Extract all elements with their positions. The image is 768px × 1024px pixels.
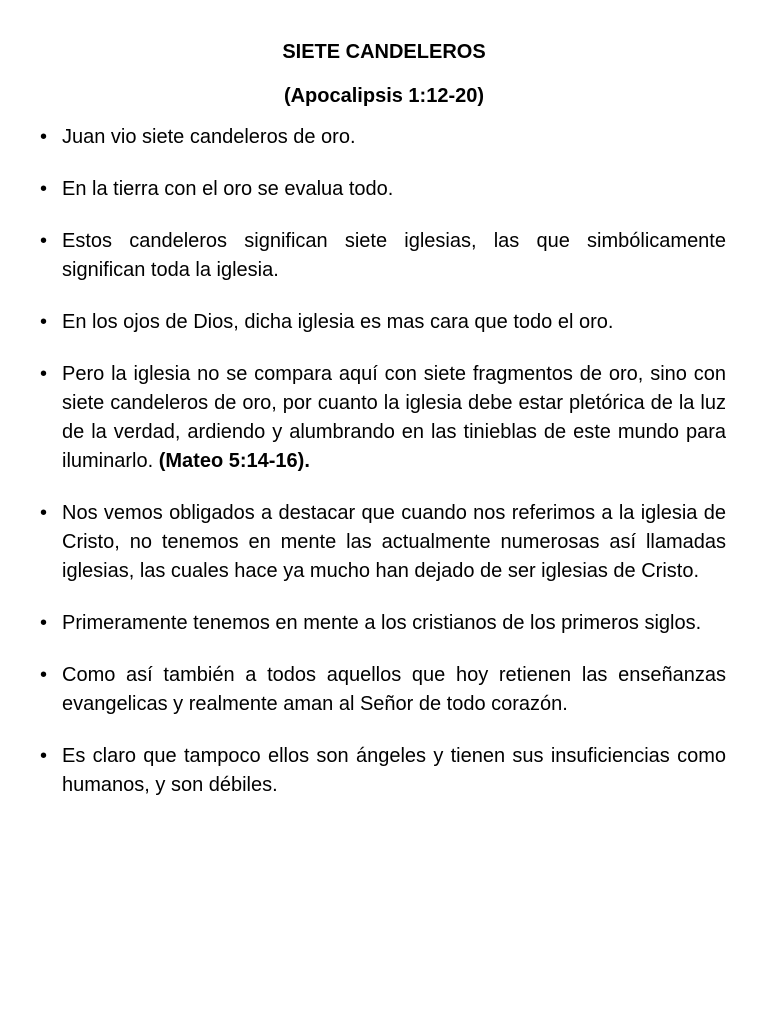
list-item-text: Es claro que tampoco ellos son ángeles y tienen sus insuficiencias como humanos, y son débiles. [62, 745, 726, 796]
list-item [40, 499, 726, 586]
list-item [40, 360, 726, 476]
bullet-icon [40, 308, 62, 337]
bullet-icon [40, 175, 62, 204]
list-item-text: Nos vemos obligados a destacar que cuando nos referimos a la iglesia de Cristo, no tenemos en mente las actualmente numerosas así llamadas iglesias, las cuales hace ya mucho han dejado de ser iglesias de Cristo. [62, 502, 726, 582]
bullet-icon [40, 499, 62, 528]
list-item [40, 175, 726, 204]
bullet-icon [40, 742, 62, 771]
document-title: SIETE CANDELEROS [282, 41, 486, 63]
bullet-icon [40, 609, 62, 638]
list-item [40, 661, 726, 719]
bullet-icon [40, 227, 62, 256]
list-item [40, 123, 726, 152]
list-item-text: En la tierra con el oro se evalua todo. [62, 178, 394, 200]
bullet-list [40, 123, 726, 823]
document-subtitle: (Apocalipsis 1:12-20) [283, 85, 485, 107]
list-item-text: Juan vio siete candeleros de oro. [62, 126, 356, 148]
list-item-text: Primeramente tenemos en mente a los cristianos de los primeros siglos. [62, 612, 702, 634]
list-item [40, 308, 726, 337]
list-item-text: Estos candeleros significan siete iglesias, las que simbólicamente significan toda la iglesia. [62, 230, 726, 281]
list-item-text: Como así también a todos aquellos que hoy retienen las enseñanzas evangelicas y realmente aman al Señor de todo corazón. [62, 664, 726, 715]
list-item [40, 227, 726, 285]
bullet-icon [40, 661, 62, 690]
list-item [40, 742, 726, 800]
bullet-icon [40, 360, 62, 389]
list-item-text: En los ojos de Dios, dicha iglesia es mas cara que todo el oro. [62, 311, 614, 333]
list-item-text: Pero la iglesia no se compara aquí con siete fragmentos de oro, sino con siete candeleros de oro, por cuanto la iglesia debe estar pletórica de la luz de la verdad, ardiendo y alumbrando en las tinieblas de este mundo para iluminarlo. [62, 363, 726, 472]
bullet-icon [40, 123, 62, 152]
scripture-reference: (Mateo 5:14-16). [158, 450, 310, 472]
list-item [40, 609, 726, 638]
